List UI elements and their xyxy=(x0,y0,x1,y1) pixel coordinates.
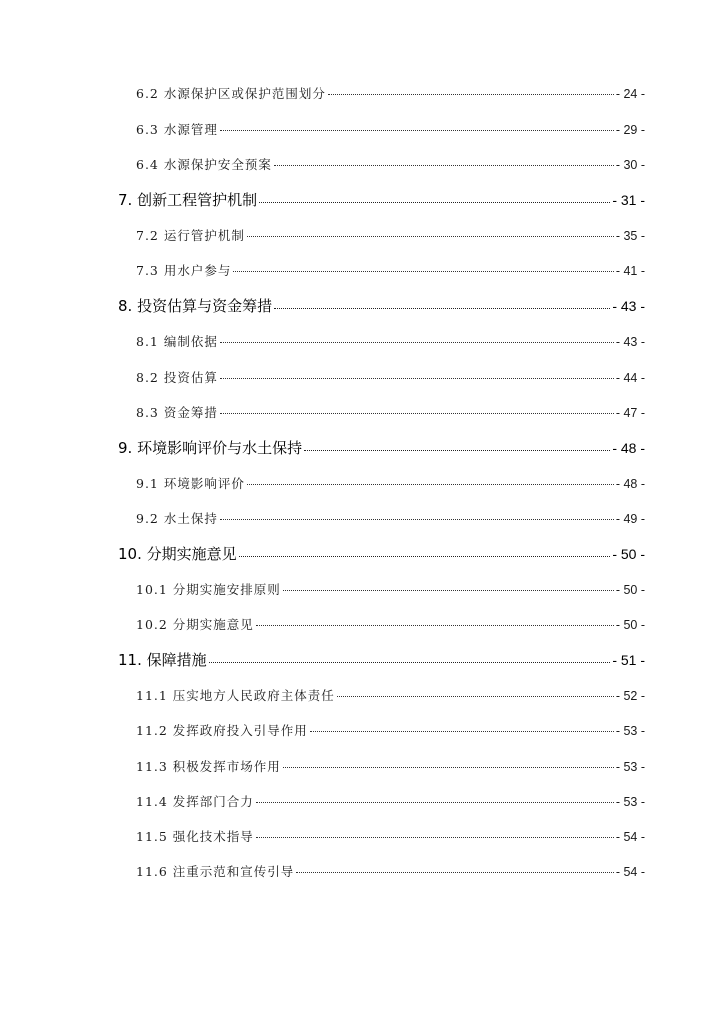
toc-entry-label: 7. 创新工程管护机制 xyxy=(118,191,258,209)
toc-entry[interactable] xyxy=(136,827,645,845)
toc-entry-label: 11.5 强化技术指导 xyxy=(136,829,254,844)
toc-entry-label: 11.2 发挥政府投入引导作用 xyxy=(136,723,308,738)
toc-entry-label: 8.1 编制依据 xyxy=(136,334,218,349)
toc-entry-label: 11.1 压实地方人民政府主体责任 xyxy=(136,688,335,703)
toc-entry[interactable] xyxy=(136,261,645,279)
toc-entry[interactable] xyxy=(136,403,645,421)
toc-entry-page: - 50 - xyxy=(615,618,645,632)
toc-entry-page: - 48 - xyxy=(612,440,645,456)
toc-entry[interactable] xyxy=(136,368,645,386)
toc-entry[interactable] xyxy=(136,509,645,527)
toc-entry-label: 7.2 运行管护机制 xyxy=(136,228,245,243)
toc-entry-page: - 44 - xyxy=(615,371,645,385)
toc-entry-page: - 43 - xyxy=(615,335,645,349)
dot-leader xyxy=(274,307,610,309)
dot-leader xyxy=(220,412,614,414)
toc-entry-page: - 54 - xyxy=(615,830,645,844)
dot-leader xyxy=(337,695,614,697)
dot-leader xyxy=(247,483,614,485)
toc-entry-label: 6.3 水源管理 xyxy=(136,122,218,137)
toc-chapter-entry[interactable] xyxy=(118,543,645,564)
toc-entry[interactable] xyxy=(136,792,645,810)
toc-entry-page: - 43 - xyxy=(612,298,645,314)
toc-entry-page: - 50 - xyxy=(615,583,645,597)
toc-chapter-entry[interactable] xyxy=(118,649,645,670)
dot-leader xyxy=(283,766,614,768)
toc-entry[interactable] xyxy=(136,332,645,350)
toc-entry-page: - 53 - xyxy=(615,760,645,774)
dot-leader xyxy=(220,341,614,343)
toc-entry-label: 9.2 水土保持 xyxy=(136,511,218,526)
toc-entry-page: - 50 - xyxy=(612,546,645,562)
toc-entry[interactable] xyxy=(136,615,645,633)
dot-leader xyxy=(274,164,614,166)
toc-entry-page: - 52 - xyxy=(615,689,645,703)
toc-entry[interactable] xyxy=(136,580,645,598)
toc-entry[interactable] xyxy=(136,757,645,775)
toc-entry-page: - 47 - xyxy=(615,406,645,420)
toc-entry-label: 7.3 用水户参与 xyxy=(136,263,232,278)
dot-leader xyxy=(256,836,614,838)
toc-entry-label: 9.1 环境影响评价 xyxy=(136,476,245,491)
toc-entry-label: 9. 环境影响评价与水土保持 xyxy=(118,439,303,457)
toc-entry-label: 11. 保障措施 xyxy=(118,651,207,669)
toc-entry-label: 6.2 水源保护区或保护范围划分 xyxy=(136,86,326,101)
toc-entry[interactable] xyxy=(136,120,645,138)
toc-entry-page: - 49 - xyxy=(615,512,645,526)
toc-entry[interactable] xyxy=(136,686,645,704)
toc-entry-page: - 24 - xyxy=(615,87,645,101)
toc-entry-label: 8.2 投资估算 xyxy=(136,370,218,385)
dot-leader xyxy=(209,661,611,663)
toc-entry-label: 10. 分期实施意见 xyxy=(118,545,237,563)
toc-entry-label: 11.6 注重示范和宣传引导 xyxy=(136,864,295,879)
toc-entry-page: - 54 - xyxy=(615,865,645,879)
dot-leader xyxy=(220,129,614,131)
toc-entry-label: 6.4 水源保护安全预案 xyxy=(136,157,272,172)
dot-leader xyxy=(247,235,614,237)
toc-entry-page: - 48 - xyxy=(615,477,645,491)
toc-entry[interactable] xyxy=(136,721,645,739)
toc-chapter-entry[interactable] xyxy=(118,189,645,210)
toc-entry-label: 11.3 积极发挥市场作用 xyxy=(136,759,281,774)
toc-entry[interactable] xyxy=(136,155,645,173)
toc-entry-page: - 30 - xyxy=(615,158,645,172)
toc-entry[interactable] xyxy=(136,474,645,492)
dot-leader xyxy=(304,449,610,451)
dot-leader xyxy=(310,730,614,732)
toc-entry[interactable] xyxy=(136,84,645,102)
toc-entry-page: - 31 - xyxy=(612,192,645,208)
dot-leader xyxy=(283,589,614,591)
dot-leader xyxy=(220,377,614,379)
dot-leader xyxy=(220,518,614,520)
dot-leader xyxy=(259,201,610,203)
dot-leader xyxy=(256,624,614,626)
toc-entry-page: - 53 - xyxy=(615,795,645,809)
toc-entry-label: 10.1 分期实施安排原则 xyxy=(136,582,281,597)
toc-entry[interactable] xyxy=(136,862,645,880)
dot-leader xyxy=(239,555,611,557)
toc-entry[interactable] xyxy=(136,226,645,244)
toc-entry-page: - 41 - xyxy=(615,264,645,278)
toc-entry-page: - 51 - xyxy=(612,652,645,668)
toc-entry-label: 11.4 发挥部门合力 xyxy=(136,794,254,809)
dot-leader xyxy=(233,270,613,272)
toc-entry-label: 8.3 资金筹措 xyxy=(136,405,218,420)
toc-chapter-entry[interactable] xyxy=(118,437,645,458)
toc-entry-label: 8. 投资估算与资金筹措 xyxy=(118,297,273,315)
toc-entry-label: 10.2 分期实施意见 xyxy=(136,617,254,632)
dot-leader xyxy=(328,93,614,95)
toc-chapter-entry[interactable] xyxy=(118,295,645,316)
dot-leader xyxy=(296,871,614,873)
toc-entry-page: - 29 - xyxy=(615,123,645,137)
toc-entry-page: - 53 - xyxy=(615,724,645,738)
dot-leader xyxy=(256,801,614,803)
toc-entry-page: - 35 - xyxy=(615,229,645,243)
